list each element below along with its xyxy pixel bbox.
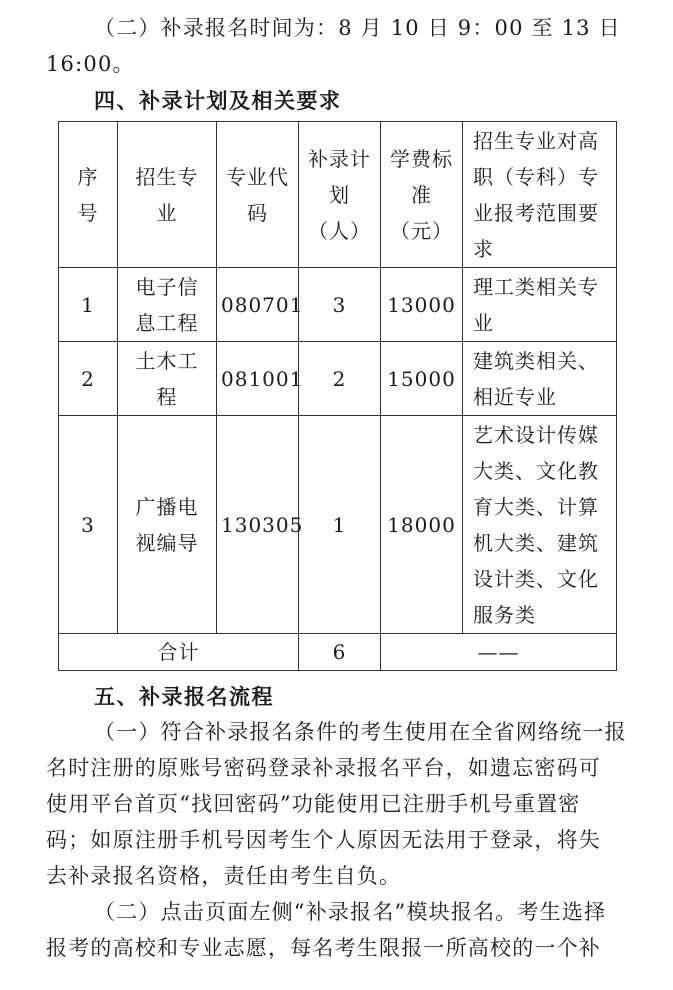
cell-requirement: 理工类相关专 业 xyxy=(463,268,617,342)
total-rest: —— xyxy=(381,634,617,671)
table-row xyxy=(59,342,617,416)
cell-seq: 1 xyxy=(59,268,118,342)
paragraph-time-line2: 16:00。 xyxy=(46,52,135,76)
cell-requirement: 建筑类相关、 相近专业 xyxy=(463,342,617,416)
header-plan: 补录计 划 （人） xyxy=(299,122,381,268)
table-total-row xyxy=(59,634,617,671)
cell-code: 080701 xyxy=(217,268,299,342)
cell-major: 土木工 程 xyxy=(118,342,217,416)
cell-major: 电子信 息工程 xyxy=(118,268,217,342)
plan-table xyxy=(58,121,617,671)
paragraph-2-line2: 报考的高校和专业志愿，每名考生限报一所高校的一个补 xyxy=(46,936,601,960)
header-fee: 学费标 准 （元） xyxy=(381,122,463,268)
cell-fee: 13000 xyxy=(381,268,463,342)
paragraph-time-line1: （二）补录报名时间为：8 月 10 日 9：00 至 13 日 xyxy=(94,16,621,40)
cell-plan: 1 xyxy=(299,416,381,634)
total-label: 合计 xyxy=(59,634,299,671)
total-plan: 6 xyxy=(299,634,381,671)
section-5-heading: 五、补录报名流程 xyxy=(94,684,274,709)
cell-seq: 3 xyxy=(59,416,118,634)
cell-requirement: 艺术设计传媒 大类、文化教 育大类、计算 机大类、建筑 设计类、文化 服务类 xyxy=(463,416,617,634)
header-requirement: 招生专业对高 职（专科）专 业报考范围要 求 xyxy=(463,122,617,268)
table-row xyxy=(59,416,617,634)
cell-seq: 2 xyxy=(59,342,118,416)
paragraph-1-line2: 名时注册的原账号密码登录补录报名平台，如遗忘密码可 xyxy=(46,756,601,780)
cell-plan: 3 xyxy=(299,268,381,342)
section-4-heading: 四、补录计划及相关要求 xyxy=(94,88,342,113)
cell-fee: 18000 xyxy=(381,416,463,634)
header-code: 专业代 码 xyxy=(217,122,299,268)
paragraph-2-line1: （二）点击页面左侧“补录报名”模块报名。考生选择 xyxy=(94,900,607,924)
table-row xyxy=(59,268,617,342)
paragraph-1-line5: 去补录报名资格，责任由考生自负。 xyxy=(46,864,402,888)
header-seq: 序 号 xyxy=(59,122,118,268)
paragraph-1-line3: 使用平台首页“找回密码”功能使用已注册手机号重置密 xyxy=(46,792,581,816)
table-header-row xyxy=(59,122,617,268)
paragraph-1-line1: （一）符合补录报名条件的考生使用在全省网络统一报 xyxy=(94,720,627,744)
cell-code: 130305 xyxy=(217,416,299,634)
header-major: 招生专 业 xyxy=(118,122,217,268)
cell-plan: 2 xyxy=(299,342,381,416)
cell-code: 081001 xyxy=(217,342,299,416)
paragraph-1-line4: 码；如原注册手机号因考生个人原因无法用于登录，将失 xyxy=(46,828,601,852)
cell-fee: 15000 xyxy=(381,342,463,416)
cell-major: 广播电 视编导 xyxy=(118,416,217,634)
